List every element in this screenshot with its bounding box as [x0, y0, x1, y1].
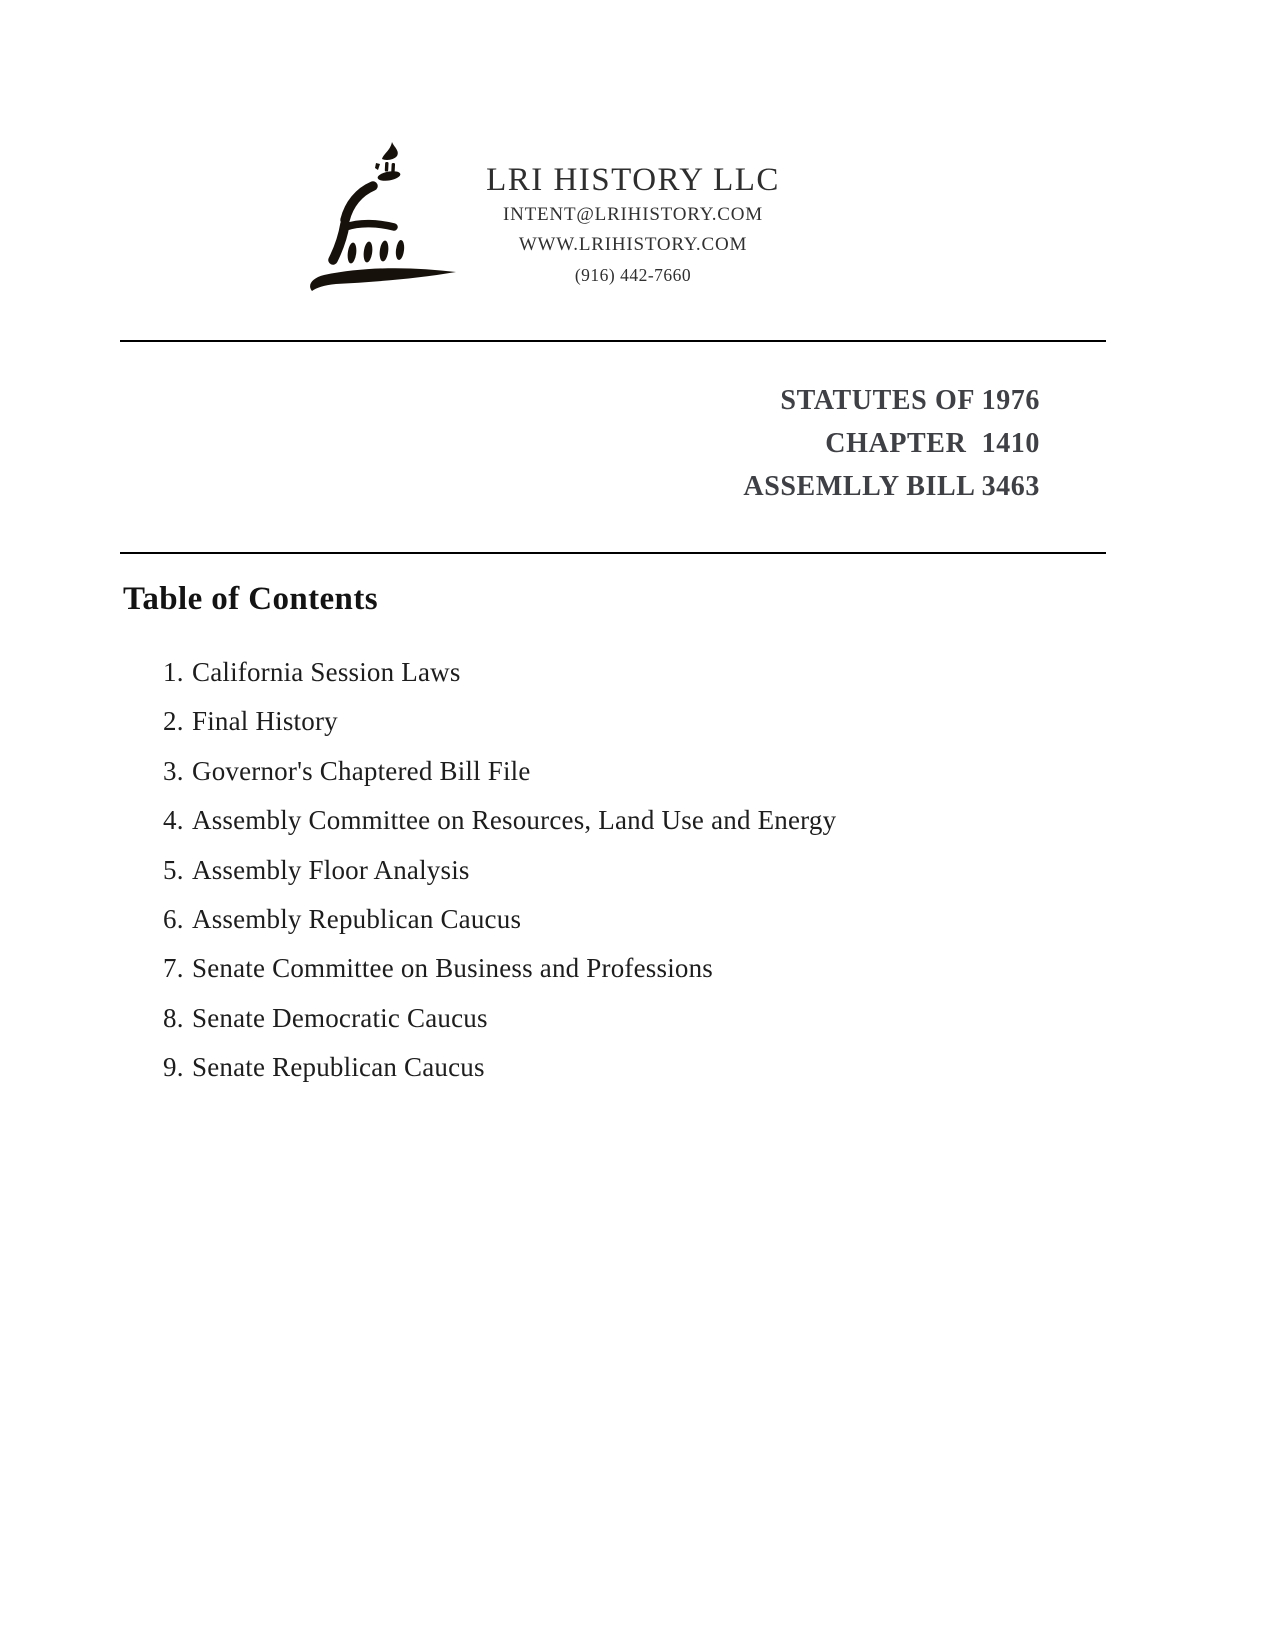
toc-item-label: Senate Committee on Business and Professions: [192, 953, 714, 984]
toc-item-number: 6.: [163, 903, 184, 934]
toc-item-number: 7.: [163, 953, 184, 984]
toc-item-number: 1.: [163, 657, 184, 687]
toc-item-label: Senate Democratic Caucus: [192, 1002, 488, 1033]
toc-item: [163, 853, 836, 902]
toc-list: [163, 655, 836, 1100]
statute-line-statutes: STATUTES OF 1976: [780, 385, 1040, 416]
statute-line-bill: ASSEMLLY BILL 3463: [743, 471, 1040, 502]
capitol-dome-icon: [288, 126, 460, 294]
toc-item: [163, 655, 836, 704]
toc-item-number: 5.: [163, 854, 184, 885]
toc-item-label: Governor's Chaptered Bill File: [192, 755, 531, 786]
toc-item: [163, 1001, 836, 1050]
contact-email: INTENT@LRIHISTORY.COM: [502, 204, 764, 225]
contact-website: WWW.LRIHISTORY.COM: [518, 234, 748, 255]
contact-phone: (916) 442-7660: [574, 265, 692, 285]
company-name: LRI HISTORY LLC: [486, 162, 780, 198]
toc-item-number: 4.: [163, 805, 184, 836]
toc-title: Table of Contents: [123, 581, 378, 617]
horizontal-rule-bottom: [120, 552, 1106, 554]
statute-heading: [743, 379, 1040, 508]
toc-item-number: 8.: [163, 1002, 184, 1033]
toc-item: [163, 704, 836, 753]
toc-item: [163, 951, 836, 1000]
toc-item-label: California Session Laws: [192, 657, 461, 687]
statute-line-chapter: CHAPTER 1410: [825, 428, 1040, 459]
toc-item-label: Assembly Committee on Resources, Land Use and Energy: [192, 805, 837, 836]
toc-item-label: Assembly Republican Caucus: [192, 903, 522, 934]
toc-item-number: 3.: [163, 755, 184, 786]
toc-item: [163, 1050, 836, 1099]
toc-item-label: Assembly Floor Analysis: [192, 854, 470, 885]
toc-item-number: 2.: [163, 706, 184, 737]
horizontal-rule-top: [120, 340, 1106, 342]
toc-item-number: 9.: [163, 1052, 184, 1083]
toc-item-label: Senate Republican Caucus: [192, 1052, 485, 1083]
toc-item-label: Final History: [192, 706, 338, 737]
toc-item: [163, 902, 836, 951]
contact-block: [486, 161, 780, 290]
toc-item: [163, 754, 836, 803]
toc-item: [163, 803, 836, 852]
